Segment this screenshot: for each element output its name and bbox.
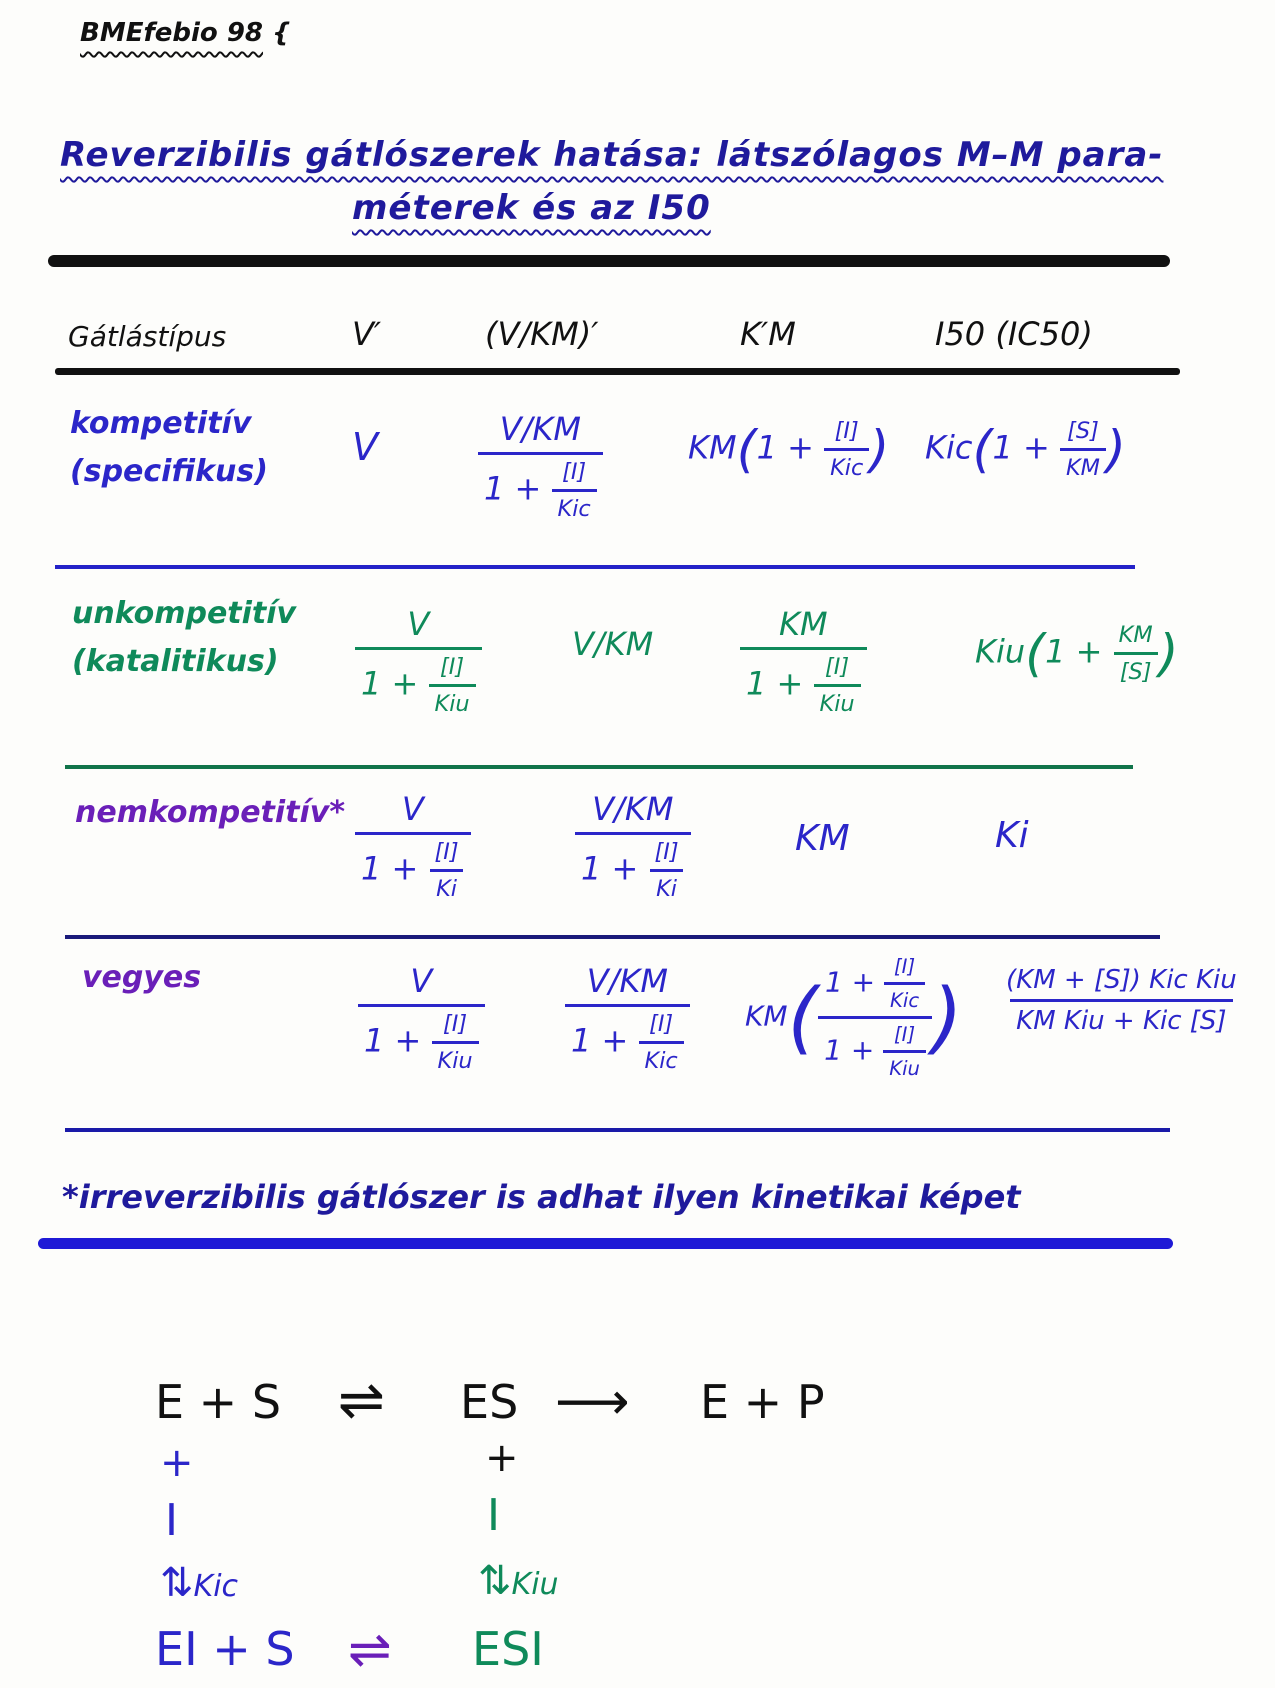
scheme-inhibitor-right: I	[487, 1490, 500, 1541]
scheme-ei-plus-s: EI + S	[155, 1622, 295, 1676]
scheme-es: ES	[460, 1375, 519, 1429]
mixed-v: V 1 + $\frac{[I]}{\text{Kiu}}$	[358, 962, 485, 1074]
uncompetitive-v: V 1 + $\frac{[I]}{\text{Kiu}}$	[355, 605, 482, 717]
uncompetitive-vkm: V/KM	[572, 625, 654, 663]
row-rule-4	[65, 1128, 1170, 1132]
scheme-esi: ESI	[472, 1622, 544, 1676]
uncompetitive-i50: Kiu(1 + $\frac{KM}{[S]}$ )	[975, 622, 1179, 685]
scheme-kiu-arrow: ⇅Kiu	[478, 1558, 559, 1604]
header-inhibition-type: Gátlástípus	[68, 320, 227, 353]
competitive-i50: Kic(1 + $\frac{[S]}{KM}$ )	[925, 418, 1126, 481]
row-label-mixed: vegyes	[82, 960, 202, 995]
noncompetitive-v: V 1 + $\frac{[I]}{Ki}$	[355, 790, 471, 902]
footnote-rule	[38, 1238, 1173, 1249]
mixed-vkm: V/KM 1 + $\frac{[I]}{\text{Kic}}$	[565, 962, 690, 1074]
scheme-kic-arrow: ⇅Kic	[160, 1560, 239, 1606]
header-v-prime: V′	[352, 315, 382, 353]
title-rule	[48, 255, 1170, 267]
competitive-km: KM(1 + $\frac{[I]}{\text{Kic}}$ )	[688, 418, 890, 481]
scheme-e-plus-s: E + S	[155, 1375, 282, 1429]
mixed-km: KM( 1 + $\frac{[I]}{\text{Kic}}$ 1 + $\frac{[I]}{\text{Kiu}}$ )	[745, 955, 963, 1080]
page-title: Reverzibilis gátlószerek hatása: látszólagos M–M para-	[60, 135, 1164, 175]
competitive-vkm: V/KM 1 + $\frac{[I]}{\text{Kic}}$	[478, 410, 603, 522]
scheme-inhibitor-left: I	[165, 1495, 178, 1546]
scheme-plus-right: +	[485, 1435, 519, 1481]
scheme-eq-arrow-bottom: ⇌	[348, 1620, 392, 1680]
row-label-uncompetitive: unkompetitív (katalitikus)	[72, 596, 297, 679]
competitive-v: V	[352, 425, 378, 469]
scheme-plus-left: +	[160, 1440, 194, 1486]
row-label-competitive: kompetitív (specifikus)	[70, 406, 268, 489]
noncompetitive-vkm: V/KM 1 + $\frac{[I]}{Ki}$	[575, 790, 691, 902]
header-vkm-prime: (V/KM)′	[485, 315, 599, 353]
scheme-forward-arrow: ⟶	[555, 1372, 630, 1432]
header-i50: I50 (IC50)	[935, 315, 1093, 353]
row-rule-1	[55, 565, 1135, 569]
uncompetitive-km: KM 1 + $\frac{[I]}{\text{Kiu}}$	[740, 605, 867, 717]
scheme-e-plus-p: E + P	[700, 1375, 825, 1429]
noncompetitive-i50: Ki	[995, 815, 1029, 856]
row-rule-3	[65, 935, 1160, 939]
corner-tag: BMEfebio 98 {	[80, 18, 291, 48]
header-rule	[55, 368, 1180, 375]
header-km-prime: K′M	[740, 315, 796, 353]
mixed-i50: $\frac{\text{(KM + [S]) Kic Kiu}}{\text{KM Kiu + Kic [S]}}$	[1006, 965, 1237, 1036]
noncompetitive-km: KM	[795, 818, 850, 859]
footnote: *irreverzibilis gátlószer is adhat ilyen kinetikai képet	[62, 1178, 1021, 1216]
row-label-noncompetitive: nemkompetitív*	[75, 795, 346, 830]
scheme-equilibrium-arrow: ⇌	[338, 1368, 385, 1433]
row-rule-2	[65, 765, 1133, 769]
page-title-line2: méterek és az I50	[352, 188, 711, 228]
